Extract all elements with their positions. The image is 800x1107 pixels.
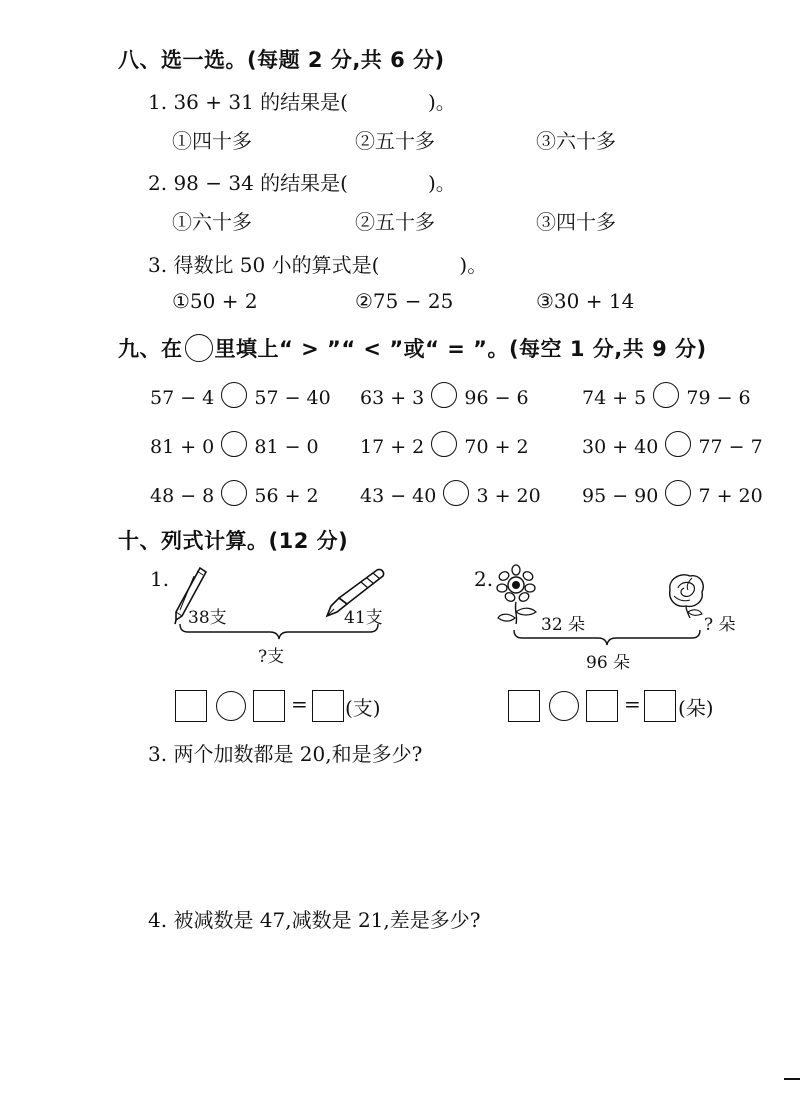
equals-sign: = — [624, 692, 641, 716]
operator-circle[interactable] — [549, 691, 579, 721]
comparison-item — [582, 431, 763, 458]
comparison-circle[interactable] — [653, 382, 679, 408]
q10-3-text: 3. 两个加数都是 20,和是多少? — [148, 742, 423, 766]
comparison-right: 57 − 40 — [254, 387, 331, 409]
answer-box[interactable] — [508, 690, 540, 722]
answer-box[interactable] — [175, 690, 207, 722]
answer-box[interactable] — [312, 690, 344, 722]
comparison-circle[interactable] — [665, 431, 691, 457]
comparison-item — [360, 431, 529, 458]
q8-2-opt-1[interactable]: ①六十多 — [172, 210, 252, 234]
q8-1-opt-1[interactable]: ①四十多 — [172, 129, 252, 153]
p1-right-label: 41支 — [344, 608, 383, 628]
comparison-left: 74 + 5 — [582, 387, 647, 409]
p1-unit: (支) — [345, 696, 381, 720]
comparison-item — [360, 480, 541, 507]
comparison-item — [150, 431, 319, 458]
q10-4-answer-area[interactable] — [148, 940, 748, 1060]
comparison-right: 81 − 0 — [254, 436, 319, 458]
p2-right-label: ? 朵 — [704, 615, 736, 635]
comparison-circle[interactable] — [221, 382, 247, 408]
comparison-item — [360, 382, 529, 409]
q8-1-opt-2[interactable]: ②五十多 — [355, 129, 435, 153]
comparison-left: 63 + 3 — [360, 387, 425, 409]
comparison-circle[interactable] — [665, 480, 691, 506]
comparison-left: 30 + 40 — [582, 436, 659, 458]
answer-box[interactable] — [586, 690, 618, 722]
q8-2-opt-2[interactable]: ②五十多 — [355, 210, 435, 234]
q10-4-text: 4. 被减数是 47,减数是 21,差是多少? — [148, 908, 481, 932]
p1-left-label: 38支 — [188, 608, 227, 628]
p2-unit: (朵) — [678, 696, 714, 720]
comparison-item — [582, 382, 751, 409]
comparison-left: 57 − 4 — [150, 387, 215, 409]
p2-total-label: 96 朵 — [586, 653, 631, 673]
comparison-right: 77 − 7 — [698, 436, 763, 458]
q8-3-opt-2[interactable]: ②75 − 25 — [355, 289, 454, 313]
q8-3-opt-3[interactable]: ③30 + 14 — [536, 289, 635, 313]
comparison-circle[interactable] — [221, 480, 247, 506]
p1-total-label: ?支 — [258, 647, 285, 667]
comparison-left: 43 − 40 — [360, 485, 437, 507]
rose-icon — [664, 572, 706, 618]
comparison-item — [582, 480, 763, 507]
comparison-circle[interactable] — [431, 431, 457, 457]
q8-3-opt-1[interactable]: ①50 + 2 — [172, 289, 258, 313]
section-8-title: 八、选一选。(每题 2 分,共 6 分) — [118, 48, 445, 72]
comparison-left: 81 + 0 — [150, 436, 215, 458]
q8-2-stem: 2. 98 − 34 的结果是( )。 — [148, 171, 456, 195]
q8-1-opt-3[interactable]: ③六十多 — [536, 129, 616, 153]
q8-2-opt-3[interactable]: ③四十多 — [536, 210, 616, 234]
comparison-right: 79 − 6 — [686, 387, 751, 409]
comparison-circle[interactable] — [221, 431, 247, 457]
comparison-left: 48 − 8 — [150, 485, 215, 507]
comparison-circle[interactable] — [443, 480, 469, 506]
sunflower-icon — [496, 566, 542, 624]
q8-1-stem: 1. 36 + 31 的结果是( )。 — [148, 90, 456, 114]
comparison-left: 17 + 2 — [360, 436, 425, 458]
q8-3-stem: 3. 得数比 50 小的算式是( )。 — [148, 253, 488, 277]
comparison-right: 3 + 20 — [476, 485, 541, 507]
section-10-title: 十、列式计算。(12 分) — [118, 529, 349, 553]
p2-brace — [512, 628, 702, 646]
section-9-title-post: 里填上“ > ”“ < ”或“ = ”。(每空 1 分,共 9 分) — [214, 337, 707, 361]
answer-box[interactable] — [253, 690, 285, 722]
answer-box[interactable] — [644, 690, 676, 722]
comparison-right: 96 − 6 — [464, 387, 529, 409]
comparison-right: 7 + 20 — [698, 485, 763, 507]
circle-icon — [185, 334, 213, 362]
operator-circle[interactable] — [216, 691, 246, 721]
comparison-item — [150, 480, 319, 507]
section-9-title-pre: 九、在 — [118, 337, 183, 361]
comparison-right: 70 + 2 — [464, 436, 529, 458]
p1-number: 1. — [150, 567, 170, 591]
p1-brace — [178, 622, 380, 640]
p2-left-label: 32 朵 — [541, 615, 586, 635]
comparison-item — [150, 382, 331, 409]
p2-number: 2. — [474, 567, 494, 591]
comparison-circle[interactable] — [431, 382, 457, 408]
section-9-title — [118, 333, 707, 363]
comparison-right: 56 + 2 — [254, 485, 319, 507]
q10-3-answer-area[interactable] — [148, 772, 748, 882]
edge-mark — [784, 1078, 800, 1080]
equals-sign: = — [291, 692, 308, 716]
comparison-left: 95 − 90 — [582, 485, 659, 507]
